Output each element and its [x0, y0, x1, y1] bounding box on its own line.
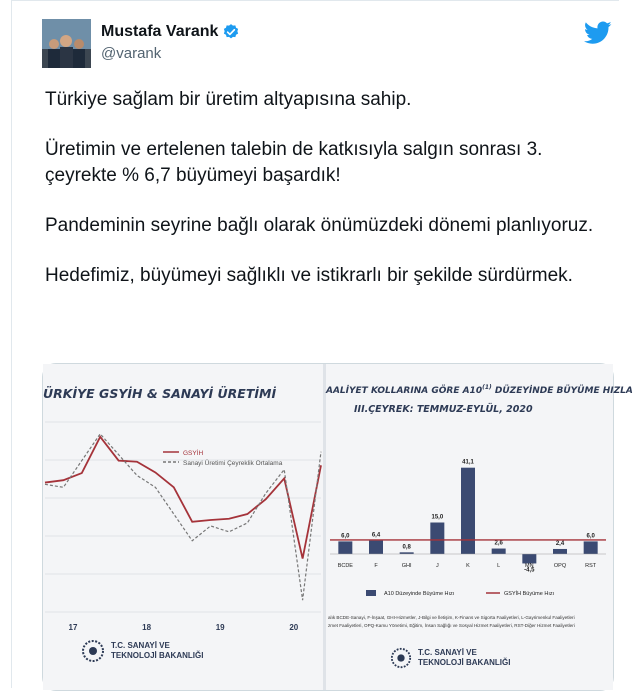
bar	[461, 468, 475, 554]
ministry-name-line1: T.C. SANAYİ VE	[111, 641, 170, 650]
x-tick-label: 17	[68, 623, 78, 632]
tweet-card	[11, 0, 633, 688]
user-handle[interactable]: @varank	[101, 45, 162, 62]
ministry-logo-right	[390, 647, 510, 669]
bar-value-label: 0,8	[402, 544, 411, 551]
twitter-bird-icon[interactable]	[584, 21, 612, 45]
bar	[369, 541, 383, 554]
ministry-emblem-icon	[390, 647, 412, 669]
bar-category-label: OPQ	[553, 563, 567, 569]
display-name[interactable]	[101, 23, 240, 41]
verified-badge-icon	[222, 23, 240, 41]
tweet-text	[45, 87, 605, 313]
legend-swatch	[366, 590, 376, 596]
bar	[584, 541, 598, 554]
bar-category-label: J	[435, 563, 439, 569]
ministry-logo	[81, 639, 203, 663]
bar	[338, 541, 352, 554]
series-line-1	[45, 434, 321, 600]
tweet-paragraph: Üretimin ve ertelenen talebin de katkısıyla salgın sonrası 3. çeyrekte % 6,7 büyümeyi başardık!	[45, 139, 543, 186]
bar-category-label: K	[466, 563, 470, 569]
chart-title-right-sup: (1)	[482, 384, 492, 391]
bar	[492, 549, 506, 554]
footnote-line1: alık BCDE-Sanayi, F-İnşaat, GHI-Hizmetler, J-Bilgi ve İletişim, K-Finans ve Sigorta Faaliyetleri, L-Gayrimenkul Faaliyetleri	[328, 615, 575, 620]
chart-subtitle-right: III.ÇEYREK: TEMMUZ-EYLÜL, 2020	[354, 404, 533, 415]
bar-value-label: 2,4	[555, 540, 565, 547]
bar-category-label: L	[497, 563, 501, 569]
bar-category-label: GHI	[401, 563, 412, 569]
legend-label: GSYİH Büyüme Hızı	[504, 591, 555, 597]
ministry-name-line2: TEKNOLOJİ BAKANLIĞI	[418, 658, 511, 667]
bar-value-label: 41,1	[462, 459, 474, 466]
bar-category-label: MN	[525, 563, 534, 569]
bar-value-label: -4,5	[524, 567, 535, 574]
media-image-a10[interactable]	[326, 364, 633, 690]
media-image-gsyih[interactable]	[43, 364, 323, 690]
legend-label: Sanayi Üretimi Çeyreklik Ortalama	[183, 460, 283, 467]
x-tick-label: 18	[142, 623, 152, 632]
bar-value-label: 2,6	[494, 540, 503, 547]
bar	[553, 549, 567, 554]
ministry-name-line2: TEKNOLOJİ BAKANLIĞI	[111, 651, 204, 660]
tweet-paragraph: Hedefimiz, büyümeyi sağlıklı ve istikrarlı bir şekilde sürdürmek.	[45, 265, 573, 286]
chart-title-right-part2: DÜZEYİNDE BÜYÜME HIZLA	[491, 386, 633, 396]
display-name-text[interactable]: Mustafa Varank	[101, 23, 219, 40]
ministry-emblem-icon	[81, 639, 105, 663]
x-tick-label: 19	[215, 623, 225, 632]
chart-title-left: ÜRKİYE GSYİH & SANAYİ ÜRETİMİ	[43, 386, 277, 401]
bar-value-label: 6,4	[371, 532, 381, 539]
tweet-media[interactable]	[42, 363, 633, 691]
legend-label: GSYİH	[183, 450, 204, 457]
a10-bar-chart	[326, 424, 613, 614]
tweet-paragraph: Türkiye sağlam bir üretim altyapısına sahip.	[45, 89, 412, 110]
bar-value-label: 6,0	[586, 533, 595, 540]
bar-category-label: BCDE	[337, 563, 353, 569]
legend-label: A10 Düzeyinde Büyüme Hızı	[384, 591, 455, 597]
tweet-paragraph: Pandeminin seyrine bağlı olarak önümüzdeki dönemi planlıyoruz.	[45, 215, 594, 236]
bar-category-label: RST	[585, 563, 597, 569]
footnote-line2: zmet Faaliyetleri, OPQ-Kamu Yönetimi, Eğitim, İnsan Sağlığı ve Sosyal Hizmet Faaliyetleri, RST-Diğer Hizmet Faaliyetleri	[328, 623, 575, 628]
chart-title-right	[326, 384, 633, 396]
bar-value-label: 6,0	[341, 533, 350, 540]
bar-value-label: 15,0	[431, 514, 444, 521]
bar-category-label: F	[374, 563, 378, 569]
gsyih-line-chart	[43, 412, 323, 642]
bar	[430, 523, 444, 555]
avatar[interactable]	[42, 19, 91, 68]
ministry-name-line1: T.C. SANAYİ VE	[418, 648, 477, 657]
chart-footnote	[328, 614, 613, 630]
chart-title-right-part1: AALİYET KOLLARINA GÖRE A10	[326, 386, 483, 396]
x-tick-label: 20	[289, 623, 299, 632]
